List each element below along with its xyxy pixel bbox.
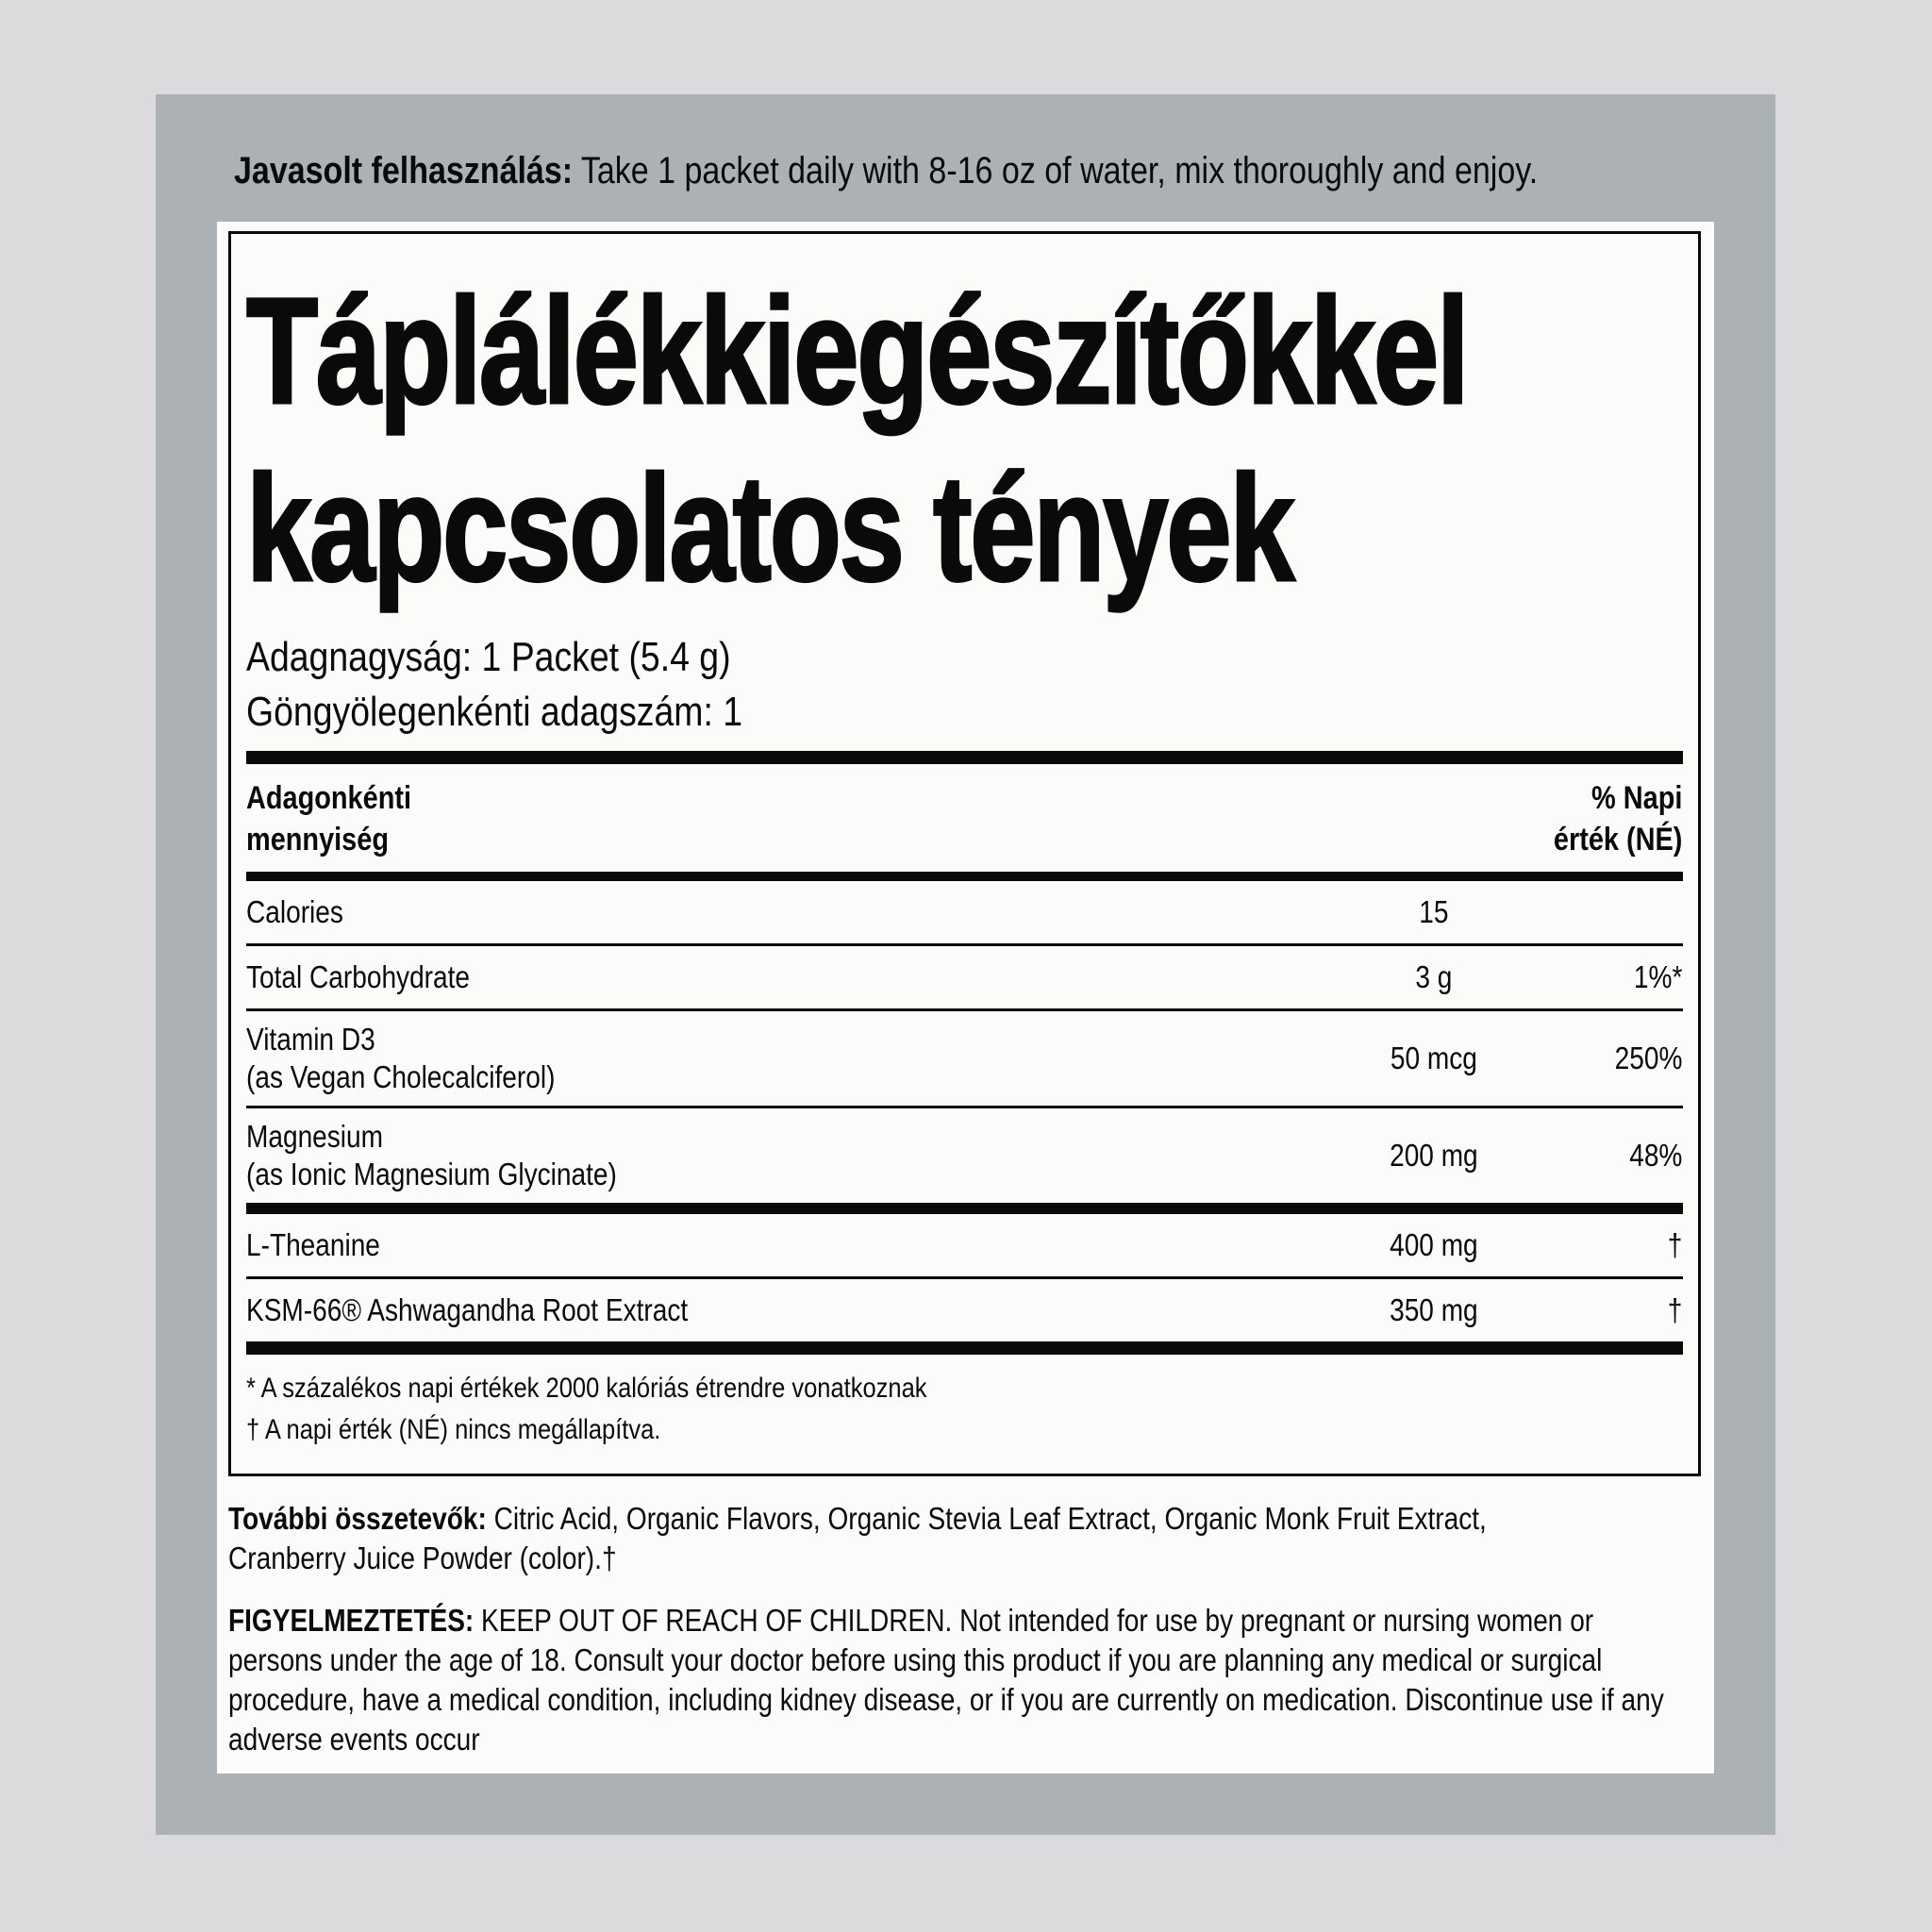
usage-label: Javasolt felhasználás: bbox=[234, 150, 574, 192]
row-wrap-magnesium bbox=[246, 1108, 1682, 1203]
nutrient-subname: (as Vegan Cholecalciferol) bbox=[246, 1059, 556, 1094]
other-ingredients bbox=[228, 1499, 1543, 1578]
label-sheet bbox=[217, 222, 1714, 1774]
nutrient-dv: 48% bbox=[1629, 1138, 1683, 1173]
divider-thick-top bbox=[246, 751, 1683, 764]
table-row bbox=[246, 1108, 1682, 1203]
table-row bbox=[246, 881, 1682, 943]
servings-per-container: Göngyölegenkénti adagszám: 1 bbox=[246, 689, 743, 735]
nutrient-name: KSM-66® Ashwagandha Root Extract bbox=[246, 1292, 689, 1327]
footnote-dv-not-established: † A napi érték (NÉ) nincs megállapítva. bbox=[246, 1414, 661, 1445]
nutrient-amount: 200 mg bbox=[1390, 1138, 1478, 1173]
label-panel bbox=[156, 94, 1775, 1835]
row-wrap-vitamin-d3 bbox=[246, 1011, 1682, 1106]
warning-label: FIGYELMEZTETÉS: bbox=[228, 1603, 475, 1638]
nutrient-name: Vitamin D3 bbox=[246, 1022, 375, 1057]
row-wrap-carbohydrate bbox=[246, 946, 1682, 1008]
amount-per-serving-header: Adagonkénti mennyiség bbox=[246, 780, 412, 858]
table-header-wrap bbox=[246, 764, 1682, 872]
nutrient-dv: † bbox=[1667, 1292, 1683, 1327]
warning bbox=[228, 1601, 1665, 1759]
nutrient-dv: 250% bbox=[1614, 1041, 1683, 1075]
row-wrap-ashwagandha bbox=[246, 1279, 1682, 1341]
nutrient-amount: 3 g bbox=[1415, 959, 1453, 994]
other-ingredients-text: Citric Acid, Organic Flavors, Organic Stevia Leaf Extract, Organic Monk Fruit Extract, Cranberry Juice Powder (color).† bbox=[228, 1501, 1487, 1575]
table-header bbox=[246, 764, 1682, 872]
serving-info bbox=[246, 630, 1682, 740]
nutrient-dv: 1%* bbox=[1633, 959, 1683, 994]
table-row bbox=[246, 1279, 1682, 1341]
nutrient-amount: 400 mg bbox=[1390, 1227, 1478, 1262]
nutrient-name: Calories bbox=[246, 894, 343, 929]
footnote-daily-values: * A százalékos napi értékek 2000 kalóriás étrendre vonatkoznak bbox=[246, 1373, 927, 1404]
facts-title bbox=[246, 262, 1681, 617]
row-wrap-calories bbox=[246, 881, 1682, 943]
nutrient-amount: 50 mcg bbox=[1390, 1041, 1477, 1075]
nutrient-dv: † bbox=[1667, 1227, 1683, 1262]
nutrient-amount: 350 mg bbox=[1390, 1292, 1478, 1327]
nutrient-name-group bbox=[246, 1021, 1322, 1096]
lower-paragraphs bbox=[228, 1499, 1665, 1759]
nutrient-subname: (as Ionic Magnesium Glycinate) bbox=[246, 1157, 617, 1191]
table-row bbox=[246, 1011, 1682, 1106]
row-divider-thick bbox=[246, 1203, 1683, 1214]
table-row bbox=[246, 946, 1682, 1008]
supplement-facts-box bbox=[228, 231, 1701, 1476]
divider-thick-bottom bbox=[246, 1341, 1683, 1355]
warning-text: KEEP OUT OF REACH OF CHILDREN. Not intended for use by pregnant or nursing women or persons under the age of 18. Consult your doctor before using this product if you are planning any medical or surgical procedure, have a medical condition, including kidney disease, or if you are currently on medication. Discontinue use if any adverse events occur bbox=[228, 1603, 1664, 1757]
other-ingredients-label: További összetevők: bbox=[228, 1501, 487, 1536]
nutrient-name-group bbox=[246, 1118, 1322, 1193]
facts-title-line1: Táplálékkiegészítőkkel bbox=[246, 266, 1468, 435]
nutrient-name: Magnesium bbox=[246, 1119, 383, 1154]
nutrient-amount: 15 bbox=[1419, 894, 1449, 929]
footnotes bbox=[246, 1355, 1682, 1451]
row-wrap-l-theanine bbox=[246, 1214, 1682, 1276]
nutrient-name: L-Theanine bbox=[246, 1227, 380, 1262]
daily-value-header: % Napi érték (NÉ) bbox=[1553, 780, 1683, 858]
table-row bbox=[246, 1214, 1682, 1276]
usage-text: Take 1 packet daily with 8-16 oz of water, mix thoroughly and enjoy. bbox=[573, 150, 1539, 192]
nutrient-name: Total Carbohydrate bbox=[246, 959, 471, 994]
divider-header-bottom bbox=[246, 872, 1683, 881]
serving-size: Adagnagyság: 1 Packet (5.4 g) bbox=[246, 634, 731, 680]
facts-title-line2: kapcsolatos tények bbox=[246, 443, 1293, 612]
usage-directions bbox=[234, 147, 1538, 194]
